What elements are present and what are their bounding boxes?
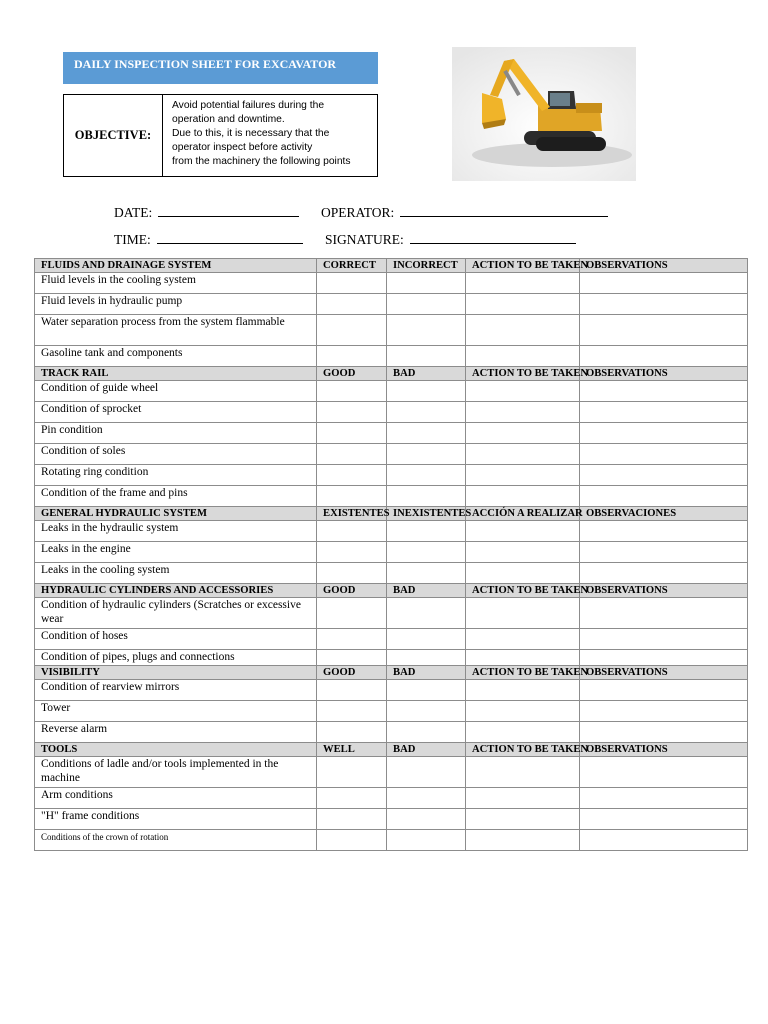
check-cell[interactable] [317, 650, 387, 666]
column-header: OBSERVATIONS [580, 666, 748, 680]
operator-line[interactable] [400, 204, 608, 217]
inspection-item: Condition of hydraulic cylinders (Scratches or excessive wear [35, 598, 317, 629]
section-header [35, 507, 748, 521]
table-row [35, 486, 748, 507]
check-cell[interactable] [580, 722, 748, 743]
inspection-item: Conditions of ladle and/or tools implemented in the machine [35, 757, 317, 788]
check-cell[interactable] [466, 315, 580, 346]
check-cell[interactable] [580, 315, 748, 346]
inspection-item: Arm conditions [35, 788, 317, 809]
section-title: GENERAL HYDRAULIC SYSTEM [35, 507, 317, 521]
check-cell[interactable] [580, 809, 748, 830]
objective-line: Due to this, it is necessary that the [172, 128, 330, 139]
inspection-item: Condition of pipes, plugs and connections [35, 650, 317, 666]
date-field[interactable] [114, 204, 299, 221]
check-cell[interactable] [317, 757, 387, 788]
table-row [35, 444, 748, 465]
inspection-item: "H" frame conditions [35, 809, 317, 830]
check-cell[interactable] [466, 722, 580, 743]
check-cell[interactable] [466, 788, 580, 809]
table-row [35, 809, 748, 830]
column-header: BAD [387, 367, 466, 381]
check-cell[interactable] [317, 629, 387, 650]
check-cell[interactable] [466, 701, 580, 722]
check-cell[interactable] [387, 423, 466, 444]
inspection-item: Condition of soles [35, 444, 317, 465]
check-cell[interactable] [466, 402, 580, 423]
column-header: INEXISTENTES [387, 507, 466, 521]
check-cell[interactable] [466, 423, 580, 444]
column-header: ACTION TO BE TAKEN [466, 367, 580, 381]
section-title: TRACK RAIL [35, 367, 317, 381]
column-header: OBSERVACIONES [580, 507, 748, 521]
check-cell[interactable] [466, 809, 580, 830]
check-cell[interactable] [580, 563, 748, 584]
check-cell[interactable] [466, 757, 580, 788]
inspection-item: Tower [35, 701, 317, 722]
check-cell[interactable] [387, 650, 466, 666]
section-header [35, 584, 748, 598]
check-cell[interactable] [317, 542, 387, 563]
table-row [35, 598, 748, 629]
inspection-item: Water separation process from the system flammable [35, 315, 317, 346]
check-cell[interactable] [317, 563, 387, 584]
section-title: VISIBILITY [35, 666, 317, 680]
check-cell[interactable] [466, 598, 580, 629]
time-label: TIME: [114, 232, 151, 247]
check-cell[interactable] [317, 788, 387, 809]
objective-line: operation and downtime. [172, 114, 285, 125]
check-cell[interactable] [387, 788, 466, 809]
column-header: BAD [387, 666, 466, 680]
check-cell[interactable] [466, 273, 580, 294]
check-cell[interactable] [387, 629, 466, 650]
table-row [35, 830, 748, 851]
check-cell[interactable] [317, 521, 387, 542]
check-cell[interactable] [466, 486, 580, 507]
check-cell[interactable] [317, 294, 387, 315]
check-cell[interactable] [317, 423, 387, 444]
check-cell[interactable] [387, 465, 466, 486]
column-header: GOOD [317, 666, 387, 680]
check-cell[interactable] [466, 680, 580, 701]
inspection-item: Gasoline tank and components [35, 346, 317, 367]
column-header: ACTION TO BE TAKEN [466, 259, 580, 273]
operator-field[interactable] [321, 204, 608, 221]
column-header: BAD [387, 584, 466, 598]
column-header: OBSERVATIONS [580, 259, 748, 273]
column-header: GOOD [317, 367, 387, 381]
signature-field[interactable] [325, 231, 576, 248]
inspection-item: Condition of hoses [35, 629, 317, 650]
check-cell[interactable] [317, 273, 387, 294]
table-row [35, 757, 748, 788]
check-cell[interactable] [466, 521, 580, 542]
check-cell[interactable] [466, 444, 580, 465]
inspection-item: Condition of rearview mirrors [35, 680, 317, 701]
check-cell[interactable] [317, 701, 387, 722]
column-header: ACCIÓN A REALIZAR [466, 507, 580, 521]
table-row [35, 629, 748, 650]
check-cell[interactable] [580, 465, 748, 486]
check-cell[interactable] [580, 830, 748, 851]
check-cell[interactable] [466, 629, 580, 650]
check-cell[interactable] [466, 830, 580, 851]
check-cell[interactable] [387, 273, 466, 294]
signature-label: SIGNATURE: [325, 232, 404, 247]
check-cell[interactable] [580, 346, 748, 367]
excavator-image [452, 47, 636, 181]
section-title: HYDRAULIC CYLINDERS AND ACCESSORIES [35, 584, 317, 598]
table-row [35, 273, 748, 294]
time-field[interactable] [114, 231, 303, 248]
inspection-item: Condition of guide wheel [35, 381, 317, 402]
check-cell[interactable] [580, 444, 748, 465]
check-cell[interactable] [580, 423, 748, 444]
check-cell[interactable] [580, 273, 748, 294]
check-cell[interactable] [317, 402, 387, 423]
inspection-item: Condition of sprocket [35, 402, 317, 423]
table-row [35, 788, 748, 809]
operator-label: OPERATOR: [321, 205, 395, 220]
check-cell[interactable] [317, 315, 387, 346]
check-cell[interactable] [387, 486, 466, 507]
table-row [35, 722, 748, 743]
sheet-title: DAILY INSPECTION SHEET FOR EXCAVATOR [63, 52, 378, 84]
check-cell[interactable] [387, 809, 466, 830]
table-row [35, 315, 748, 346]
inspection-table [34, 258, 748, 851]
inspection-item: Reverse alarm [35, 722, 317, 743]
signature-line[interactable] [410, 231, 576, 244]
check-cell[interactable] [387, 444, 466, 465]
check-cell[interactable] [580, 788, 748, 809]
check-cell[interactable] [317, 444, 387, 465]
column-header: INCORRECT [387, 259, 466, 273]
check-cell[interactable] [317, 680, 387, 701]
check-cell[interactable] [387, 402, 466, 423]
check-cell[interactable] [466, 294, 580, 315]
check-cell[interactable] [387, 563, 466, 584]
inspection-item: Pin condition [35, 423, 317, 444]
date-label: DATE: [114, 205, 153, 220]
check-cell[interactable] [580, 598, 748, 629]
check-cell[interactable] [466, 563, 580, 584]
check-cell[interactable] [387, 830, 466, 851]
section-header [35, 666, 748, 680]
objective-line: operator inspect before activity [172, 142, 313, 153]
check-cell[interactable] [580, 542, 748, 563]
table-row [35, 381, 748, 402]
check-cell[interactable] [466, 346, 580, 367]
check-cell[interactable] [580, 486, 748, 507]
check-cell[interactable] [387, 542, 466, 563]
check-cell[interactable] [387, 294, 466, 315]
table-row [35, 294, 748, 315]
check-cell[interactable] [580, 629, 748, 650]
table-row [35, 402, 748, 423]
check-cell[interactable] [387, 701, 466, 722]
section-header [35, 259, 748, 273]
table-row [35, 521, 748, 542]
inspection-item: Leaks in the engine [35, 542, 317, 563]
inspection-item: Leaks in the hydraulic system [35, 521, 317, 542]
check-cell[interactable] [317, 809, 387, 830]
check-cell[interactable] [317, 830, 387, 851]
check-cell[interactable] [387, 521, 466, 542]
table-row [35, 423, 748, 444]
column-header: CORRECT [317, 259, 387, 273]
check-cell[interactable] [466, 650, 580, 666]
check-cell[interactable] [387, 757, 466, 788]
table-row [35, 650, 748, 666]
inspection-item: Rotating ring condition [35, 465, 317, 486]
check-cell[interactable] [580, 680, 748, 701]
column-header: EXISTENTES [317, 507, 387, 521]
section-title: FLUIDS AND DRAINAGE SYSTEM [35, 259, 317, 273]
column-header: OBSERVATIONS [580, 584, 748, 598]
inspection-item: Condition of the frame and pins [35, 486, 317, 507]
check-cell[interactable] [580, 757, 748, 788]
check-cell[interactable] [387, 680, 466, 701]
inspection-item: Leaks in the cooling system [35, 563, 317, 584]
check-cell[interactable] [387, 346, 466, 367]
table-row [35, 465, 748, 486]
time-line[interactable] [157, 231, 303, 244]
date-line[interactable] [158, 204, 299, 217]
table-row [35, 563, 748, 584]
check-cell[interactable] [466, 542, 580, 563]
check-cell[interactable] [580, 701, 748, 722]
check-cell[interactable] [317, 598, 387, 629]
check-cell[interactable] [580, 650, 748, 666]
check-cell[interactable] [317, 465, 387, 486]
inspection-item: Fluid levels in hydraulic pump [35, 294, 317, 315]
check-cell[interactable] [580, 521, 748, 542]
objective-line: Avoid potential failures during the [172, 100, 325, 111]
check-cell[interactable] [317, 346, 387, 367]
check-cell[interactable] [317, 722, 387, 743]
inspection-item: Conditions of the crown of rotation [35, 830, 317, 851]
column-header: ACTION TO BE TAKEN [466, 584, 580, 598]
check-cell[interactable] [580, 381, 748, 402]
check-cell[interactable] [387, 722, 466, 743]
column-header: OBSERVATIONS [580, 367, 748, 381]
column-header: WELL [317, 743, 387, 757]
check-cell[interactable] [387, 598, 466, 629]
objective-line: from the machinery the following points [172, 156, 351, 167]
section-title: TOOLS [35, 743, 317, 757]
check-cell[interactable] [317, 486, 387, 507]
check-cell[interactable] [466, 381, 580, 402]
check-cell[interactable] [317, 381, 387, 402]
check-cell[interactable] [387, 315, 466, 346]
column-header: OBSERVATIONS [580, 743, 748, 757]
column-header: BAD [387, 743, 466, 757]
table-row [35, 542, 748, 563]
objective-box [63, 94, 378, 177]
check-cell[interactable] [466, 465, 580, 486]
check-cell[interactable] [580, 402, 748, 423]
table-row [35, 701, 748, 722]
objective-text [163, 95, 377, 176]
column-header: ACTION TO BE TAKEN [466, 666, 580, 680]
inspection-item: Fluid levels in the cooling system [35, 273, 317, 294]
check-cell[interactable] [387, 381, 466, 402]
table-row [35, 346, 748, 367]
check-cell[interactable] [580, 294, 748, 315]
column-header: ACTION TO BE TAKEN [466, 743, 580, 757]
objective-label: OBJECTIVE: [64, 95, 163, 176]
column-header: GOOD [317, 584, 387, 598]
table-row [35, 680, 748, 701]
section-header [35, 743, 748, 757]
section-header [35, 367, 748, 381]
